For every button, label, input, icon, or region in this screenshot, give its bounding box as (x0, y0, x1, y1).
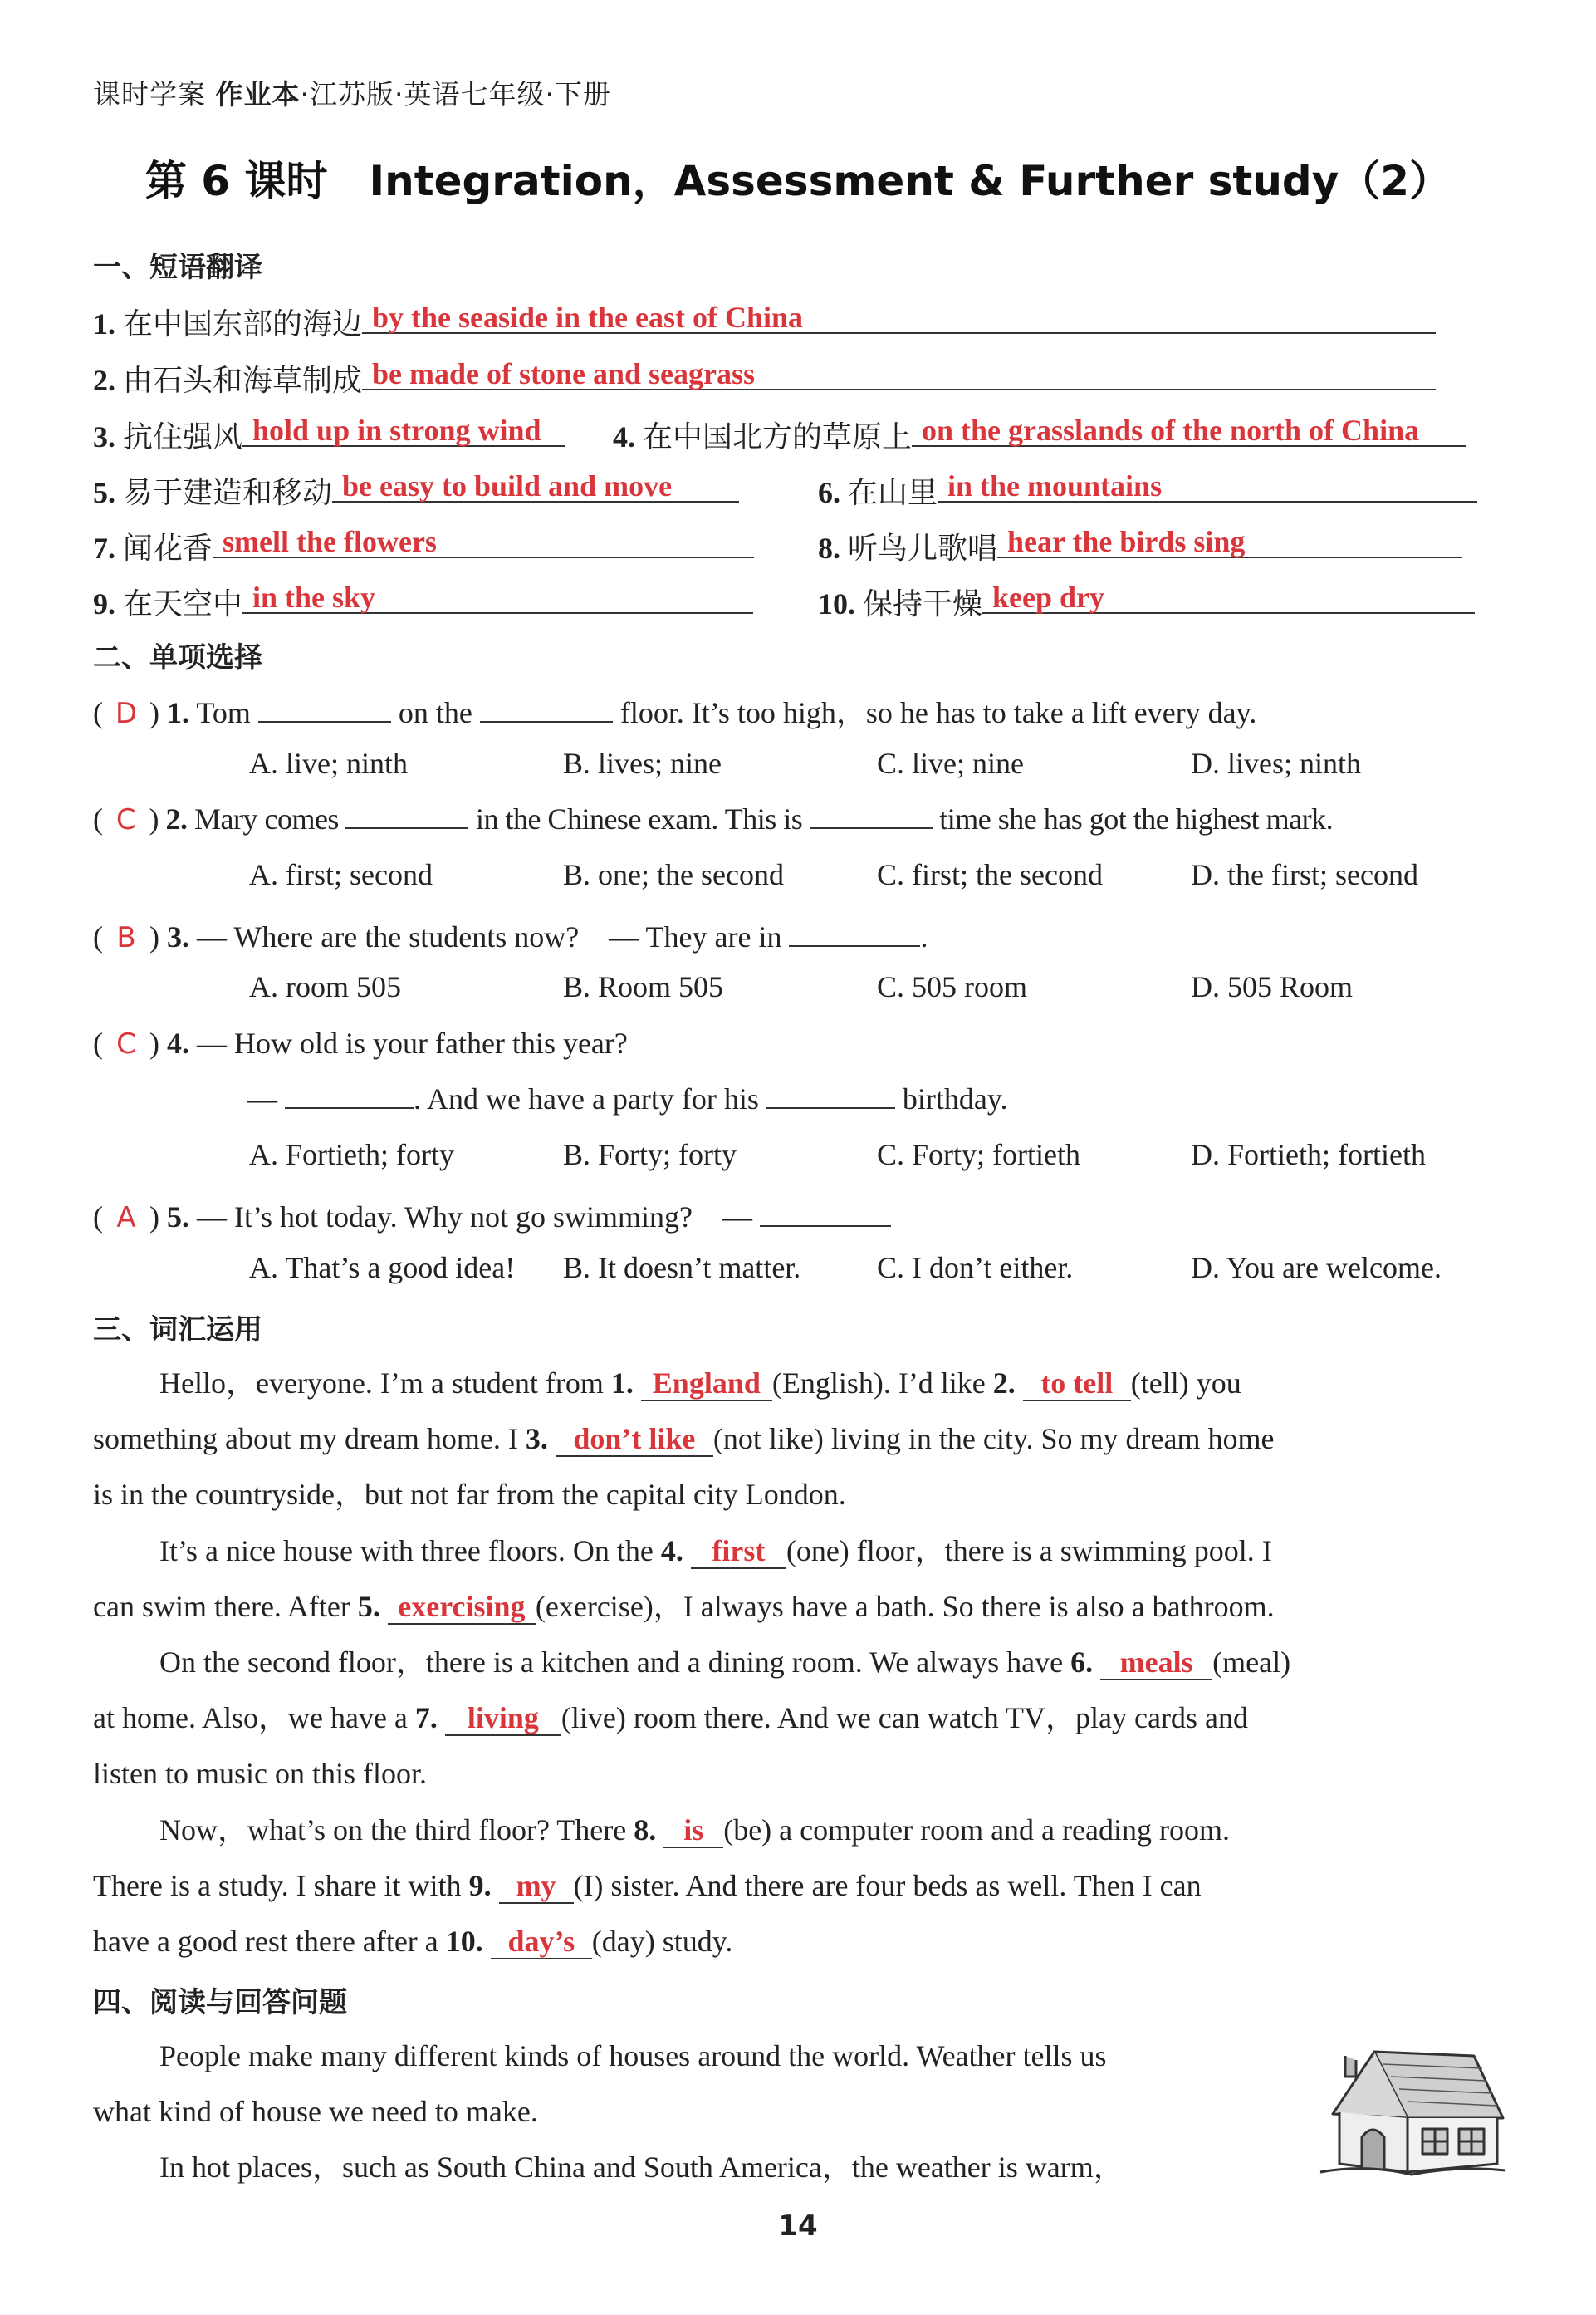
header-bold: 作业本 (215, 78, 301, 110)
phrase-item-8: 8. 听鸟儿歌唱 hear the birds sing (818, 523, 1462, 567)
answer-blank[interactable]: keep dry (982, 579, 1475, 614)
option-d[interactable]: D. 505 Room (1191, 970, 1354, 1003)
option-c[interactable]: C. I don’t either. (877, 1251, 1074, 1284)
answer-choice[interactable]: D (115, 697, 138, 730)
header-left: 课时学案 (93, 78, 206, 110)
mc-question-2: ( C ) 2. Mary comes in the Chinese exam. This is time she has got the highest mark. (93, 802, 1334, 836)
phrase-item-4: 4. 在中国北方的草原上 on the grasslands of the north of China (613, 412, 1466, 456)
option-b[interactable]: B. Forty; forty (563, 1138, 737, 1171)
answer-blank[interactable]: living (445, 1703, 561, 1736)
phrase-item-9: 9. 在天空中 in the sky (93, 579, 753, 623)
house-icon (1316, 2039, 1507, 2180)
answer-blank[interactable]: exercising (388, 1592, 536, 1625)
passage-line: Hello，everyone. I’m a student from 1. England (English). I’d like 2. to tell (tell) you (159, 1366, 1241, 1400)
passage-line: On the second floor，there is a kitchen and a dining room. We always have 6. meals (meal) (159, 1646, 1291, 1679)
mc-question-3: ( B ) 3. — Where are the students now? — They are in . (93, 920, 928, 954)
answer-blank[interactable] (766, 1082, 895, 1109)
answer-blank[interactable] (810, 802, 933, 829)
answer-blank[interactable]: is (663, 1815, 723, 1848)
phrase-item-3: 3. 抗住强风 hold up in strong wind (93, 412, 565, 456)
house-illustration (1316, 2039, 1507, 2185)
passage-line: It’s a nice house with three floors. On the 4. first (one) floor，there is a swimming pool. I (159, 1534, 1272, 1567)
option-a[interactable]: A. room 505 (249, 970, 401, 1003)
option-b[interactable]: B. Room 505 (563, 970, 724, 1003)
answer-blank[interactable]: to tell (1023, 1368, 1131, 1401)
option-d[interactable]: D. the first; second (1191, 858, 1418, 891)
passage-line: something about my dream home. I 3. don’t like (not like) living in the city. So my dream home (93, 1422, 1275, 1455)
answer-blank[interactable]: hear the birds sing (997, 523, 1462, 558)
passage-line: at home. Also，we have a 7. living (live) room there. And we can watch TV，play cards and (93, 1701, 1248, 1734)
phrase-item-10: 10. 保持干燥 keep dry (818, 579, 1475, 623)
answer-blank[interactable]: my (499, 1871, 574, 1904)
answer-blank[interactable] (258, 696, 391, 723)
answer-blank[interactable]: first (691, 1536, 786, 1569)
option-b[interactable]: B. lives; nine (563, 747, 722, 780)
reading-line: In hot places，such as South China and South America，the weather is warm， (159, 2151, 1124, 2184)
answer-blank[interactable]: be made of stone and seagrass (362, 356, 1436, 390)
option-a[interactable]: A. Fortieth; forty (249, 1138, 454, 1171)
answer-blank[interactable] (480, 696, 613, 723)
reading-line: People make many different kinds of houses around the world. Weather tells us (159, 2039, 1107, 2072)
page-number: 14 (778, 2210, 818, 2243)
section2-title: 二、单项选择 (93, 641, 262, 674)
option-c[interactable]: C. first; the second (877, 858, 1103, 891)
passage-line: is in the countryside，but not far from the capital city London. (93, 1478, 846, 1511)
answer-blank[interactable]: meals (1100, 1647, 1212, 1680)
passage-line: There is a study. I share it with 9. my (I) sister. And there are four beds as well. Then I can (93, 1869, 1202, 1902)
option-b[interactable]: B. It doesn’t matter. (563, 1251, 801, 1284)
option-c[interactable]: C. Forty; fortieth (877, 1138, 1080, 1171)
answer-blank[interactable]: in the mountains (938, 468, 1477, 503)
option-b[interactable]: B. one; the second (563, 858, 784, 891)
answer-blank[interactable]: smell the flowers (213, 523, 754, 558)
option-d[interactable]: D. You are welcome. (1191, 1251, 1442, 1284)
option-c[interactable]: C. 505 room (877, 970, 1028, 1003)
answer-choice[interactable]: A (116, 1201, 136, 1234)
header-rest: ·江苏版·英语七年级·下册 (300, 78, 611, 110)
option-d[interactable]: D. lives; ninth (1191, 747, 1361, 780)
section4-title: 四、阅读与回答问题 (93, 1986, 347, 2019)
answer-blank[interactable]: by the seaside in the east of China (362, 299, 1436, 334)
phrase-item-7: 7. 闻花香 smell the flowers (93, 523, 754, 567)
answer-choice[interactable]: C (116, 1028, 136, 1061)
passage-line: listen to music on this floor. (93, 1757, 427, 1790)
section3-title: 三、词汇运用 (93, 1313, 262, 1346)
reading-line: what kind of house we need to make. (93, 2095, 538, 2128)
phrase-item-2: 2. 由石头和海草制成 be made of stone and seagrass (93, 356, 1436, 400)
answer-blank[interactable]: don’t like (556, 1424, 713, 1457)
section1-title: 一、短语翻译 (93, 251, 262, 284)
phrase-item-6: 6. 在山里 in the mountains (818, 468, 1477, 512)
mc-question-4-line2: — . And we have a party for his birthday. (247, 1082, 1008, 1116)
answer-blank[interactable]: on the grasslands of the north of China (912, 412, 1466, 447)
answer-blank[interactable] (789, 920, 920, 947)
mc-question-1: ( D ) 1. Tom on the floor. It’s too high，so he has to take a lift every day. (93, 696, 1257, 730)
answer-blank[interactable]: England (641, 1368, 772, 1401)
answer-blank[interactable]: be easy to build and move (332, 468, 739, 503)
passage-line: Now，what’s on the third floor? There 8. is (be) a computer room and a reading room. (159, 1813, 1230, 1847)
option-c[interactable]: C. live; nine (877, 747, 1024, 780)
answer-blank[interactable] (345, 802, 468, 829)
passage-line: have a good rest there after a 10. day’s (day) study. (93, 1925, 733, 1958)
mc-question-5: ( A ) 5. — It’s hot today. Why not go swimming? — (93, 1194, 891, 1236)
answer-blank[interactable]: in the sky (242, 579, 753, 614)
option-a[interactable]: A. live; ninth (249, 747, 408, 780)
option-a[interactable]: A. first; second (249, 858, 433, 891)
option-d[interactable]: D. Fortieth; fortieth (1191, 1138, 1426, 1171)
phrase-item-5: 5. 易于建造和移动 be easy to build and move (93, 468, 739, 512)
answer-choice[interactable]: B (116, 921, 136, 954)
answer-blank[interactable]: day’s (491, 1926, 592, 1959)
option-a[interactable]: A. That’s a good idea! (249, 1251, 516, 1284)
answer-blank[interactable]: hold up in strong wind (242, 412, 565, 447)
mc-question-4: ( C ) 4. — How old is your father this year? (93, 1027, 628, 1061)
answer-choice[interactable]: C (115, 803, 136, 836)
passage-line: can swim there. After 5. exercising (exercise)，I always have a bath. So there is also a bathroom. (93, 1590, 1275, 1623)
page-title: 第 6 课时 Integration，Assessment & Further study（2） (144, 157, 1452, 205)
book-header (93, 73, 611, 112)
answer-blank[interactable] (285, 1082, 414, 1109)
answer-blank[interactable] (760, 1200, 891, 1227)
phrase-item-1: 1. 在中国东部的海边 by the seaside in the east of China (93, 299, 1436, 343)
